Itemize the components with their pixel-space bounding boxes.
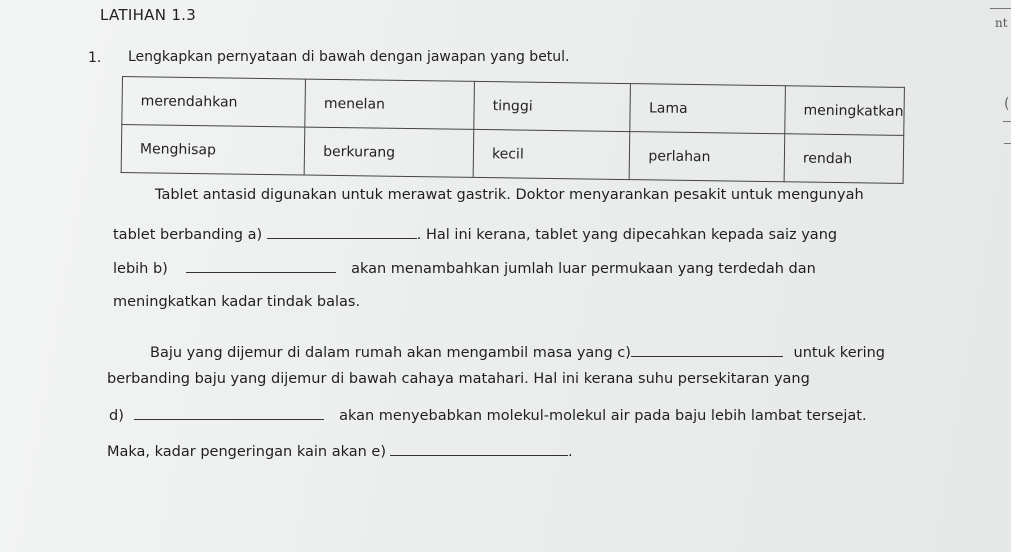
question-number: 1.	[88, 50, 102, 66]
word-bank-table	[121, 76, 905, 184]
paragraph2-text: untuk kering	[793, 345, 885, 361]
question-instruction: Lengkapkan pernyataan di bawah dengan jawapan yang betul.	[128, 49, 570, 65]
blank-b[interactable]	[186, 258, 336, 273]
paragraph1-text: akan menambahkan jumlah luar permukaan yang terdedah dan	[351, 261, 816, 277]
edge-text-fragment: nt	[995, 16, 1008, 30]
paragraph2-text: d)	[109, 408, 124, 424]
edge-paren-fragment: (	[1004, 96, 1010, 112]
word-cell: tinggi	[474, 81, 631, 131]
paragraph2-text: .	[567, 444, 573, 460]
word-cell: Menghisap	[121, 125, 305, 176]
word-cell: perlahan	[630, 132, 785, 182]
word-cell: rendah	[784, 134, 904, 184]
word-cell: meningkatkan	[785, 86, 905, 136]
blank-d[interactable]	[134, 405, 324, 420]
edge-line	[1003, 121, 1011, 122]
edge-line	[990, 8, 1011, 9]
paragraph1-line3	[113, 258, 816, 277]
paragraph2-line3	[109, 405, 867, 424]
blank-c[interactable]	[631, 342, 783, 357]
exercise-title: LATIHAN 1.3	[100, 6, 197, 24]
table-row	[121, 125, 904, 184]
word-cell: Lama	[630, 84, 785, 134]
edge-line	[1004, 143, 1011, 144]
word-cell: merendahkan	[122, 77, 306, 128]
paragraph1-line4: meningkatkan kadar tindak balas.	[113, 294, 361, 310]
blank-e[interactable]	[390, 441, 568, 456]
word-cell: menelan	[305, 79, 475, 129]
word-cell: kecil	[473, 129, 630, 179]
paragraph2-text: akan menyebabkan molekul-molekul air pada baju lebih lambat tersejat.	[339, 408, 867, 424]
blank-a[interactable]	[267, 224, 417, 239]
paragraph1-line1: Tablet antasid digunakan untuk merawat gastrik. Doktor menyarankan pesakit untuk mengunyah	[155, 187, 864, 203]
word-cell: berkurang	[304, 127, 474, 177]
paragraph1-line2	[113, 224, 837, 243]
paragraph1-text: lebih b)	[113, 261, 168, 277]
paragraph1-text: . Hal ini kerana, tablet yang dipecahkan kepada saiz yang	[416, 227, 838, 243]
paragraph2-line1	[150, 342, 885, 361]
paragraph1-text: tablet berbanding a)	[113, 227, 263, 243]
paragraph2-text: Baju yang dijemur di dalam rumah akan mengambil masa yang c)	[150, 345, 631, 361]
paragraph2-line2: berbanding baju yang dijemur di bawah cahaya matahari. Hal ini kerana suhu persekitaran yang	[107, 371, 810, 387]
paragraph2-line4	[107, 441, 573, 460]
paragraph2-text: Maka, kadar pengeringan kain akan e)	[107, 444, 386, 460]
